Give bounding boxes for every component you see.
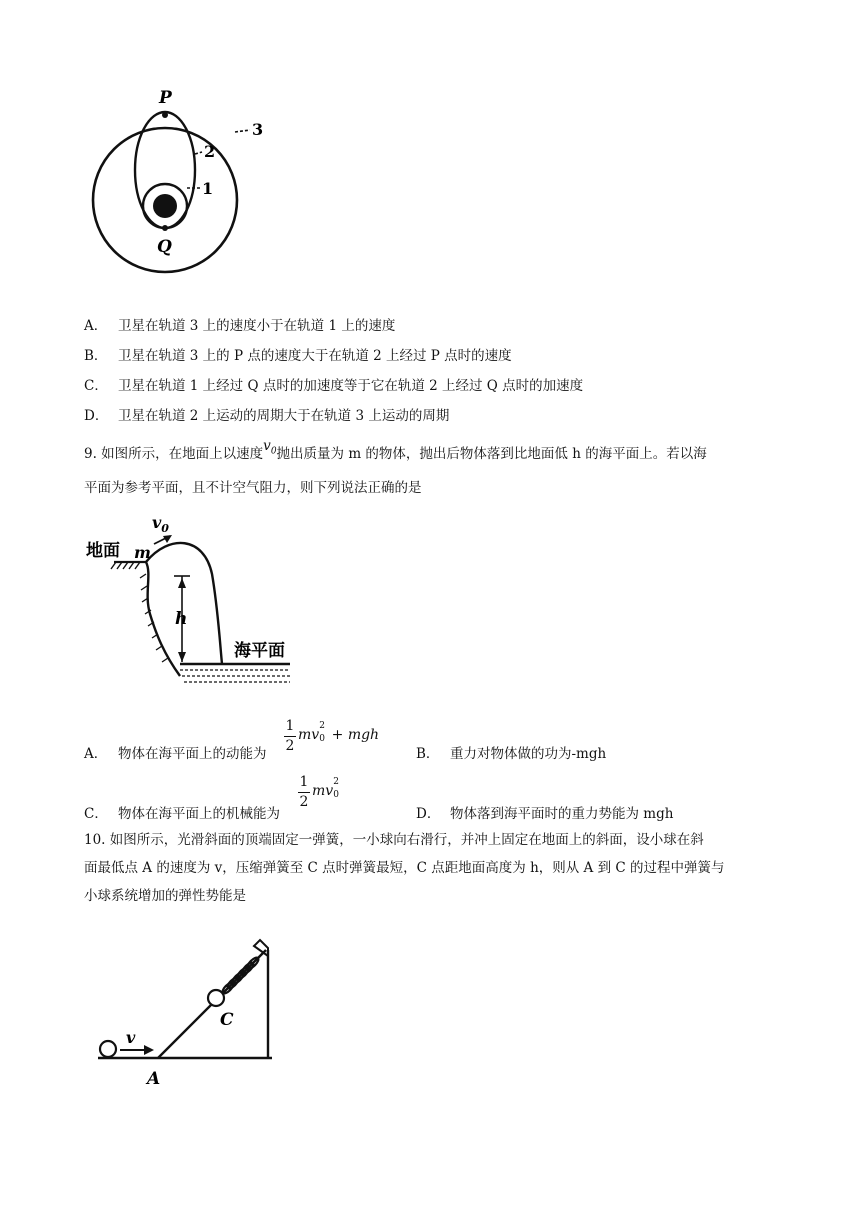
earth xyxy=(153,194,177,218)
q9-option-c: C． 物体在海平面上的机械能为 xyxy=(84,806,280,822)
ball-c xyxy=(208,990,224,1006)
q8-option-a: A． 卫星在轨道 3 上的速度小于在轨道 1 上的速度 xyxy=(84,318,396,334)
q8-option-c: C． 卫星在轨道 1 上经过 Q 点时的加速度等于它在轨道 2 上经过 Q 点时的加速度 xyxy=(84,378,584,394)
label-p: P xyxy=(159,88,172,108)
q9-option-b: B． 重力对物体做的功为-mgh xyxy=(416,746,607,762)
label-sea: 海平面 xyxy=(234,641,285,661)
label-c: C xyxy=(220,1010,234,1030)
cliff-figure xyxy=(84,514,316,706)
label-m: m xyxy=(134,543,151,562)
q8-option-d: D． 卫星在轨道 2 上运动的周期大于在轨道 3 上运动的周期 xyxy=(84,408,450,424)
label-h: h xyxy=(175,609,188,629)
label-2: 2 xyxy=(204,142,216,161)
ball-start xyxy=(100,1041,116,1057)
label-3: 3 xyxy=(252,120,264,139)
label-a: A xyxy=(147,1069,161,1088)
q9-stem: 9. 如图所示，在地面上以速度$v_0$抛出质量为 m 的物体，抛出后物体落到比地面低 h 的海平面上。若以海 平面为参考平面，且不计空气阻力，则下列说法正确的是 xyxy=(84,438,707,496)
label-v: v xyxy=(126,1028,136,1047)
orbit-figure xyxy=(78,82,274,306)
label-v0: $v_0$ xyxy=(152,514,169,535)
q10-stem: 10. 如图所示，光滑斜面的顶端固定一弹簧，一小球向右滑行，并冲上固定在地面上的斜面，设小球在斜 面最低点 A 的速度为 v，压缩弹簧至 C 点时弹簧最短，C 点距地面高度为 h，则从 A 到 C 的过程中弹簧与 小球系统增加的弹性势能是 xyxy=(84,832,725,904)
label-ground: 地面 xyxy=(86,541,120,561)
q9-option-a: A． 物体在海平面上的动能为 xyxy=(84,746,267,762)
label-1: 1 xyxy=(202,179,214,198)
q8-option-b: B． 卫星在轨道 3 上的 P 点的速度大于在轨道 2 上经过 P 点时的速度 xyxy=(84,348,512,364)
incline-figure xyxy=(96,936,280,1088)
label-q: Q xyxy=(157,237,172,257)
q9-option-d: D． 物体落到海平面时的重力势能为 mgh xyxy=(416,806,674,822)
